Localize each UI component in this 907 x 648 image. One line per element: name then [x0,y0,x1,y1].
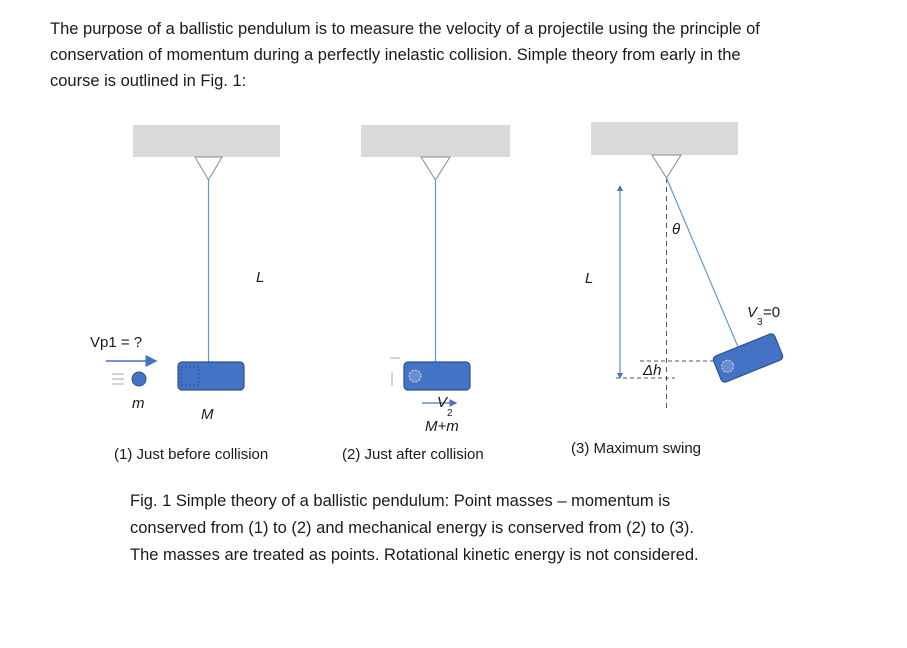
stage2-caption: (2) Just after collision [342,446,484,463]
stage3-velocity-value: =0 [763,304,781,321]
stage3-string [667,178,742,354]
intro-line: course is outlined in Fig. 1: [50,72,247,90]
stage3-pendulum [571,122,784,457]
stage3-velocity-label: V [747,304,758,321]
stage2-velocity-subscript: 2 [447,408,453,419]
caption-line: conserved from (1) to (2) and mechanical energy is conserved from (2) to (3). [130,519,694,537]
stage3-velocity-subscript: 3 [757,317,763,328]
stage1-ceiling [133,125,280,157]
stage2-pendulum [342,125,510,463]
stage2-ceiling [361,125,510,157]
stage1-length-label: L [256,269,265,286]
stage2-embedded-projectile [409,370,421,382]
stage3-pivot [652,155,681,178]
stage1-projectile-label: m [132,395,145,412]
stage1-projectile [132,372,146,386]
figure-caption [130,488,830,569]
stage2-pivot [421,157,450,180]
intro-line: conservation of momentum during a perfectly inelastic collision. Simple theory from early in the [50,46,741,64]
stage3-length-label: L [585,270,594,287]
stage1-block-label: M [201,406,214,423]
stage1-pendulum [90,125,280,463]
stage1-pivot [195,157,222,180]
stage3-angle-label: θ [672,221,681,238]
stage3-block [712,333,784,384]
caption-line: Fig. 1 Simple theory of a ballistic pendulum: Point masses – momentum is [130,492,671,510]
stage2-velocity-label: V [437,394,448,411]
stage3-height-label: Δh [643,362,662,379]
intro-line: The purpose of a ballistic pendulum is to measure the velocity of a projectile using the principle of [50,20,760,38]
stage1-velocity-label: Vp1 = ? [90,334,143,351]
stage2-mass-label: M+m [425,418,459,435]
caption-line: The masses are treated as points. Rotational kinetic energy is not considered. [130,546,699,564]
stage1-caption: (1) Just before collision [114,446,269,463]
stage1-block [178,362,244,390]
stage3-ceiling [591,122,738,155]
stage3-caption: (3) Maximum swing [571,440,702,457]
